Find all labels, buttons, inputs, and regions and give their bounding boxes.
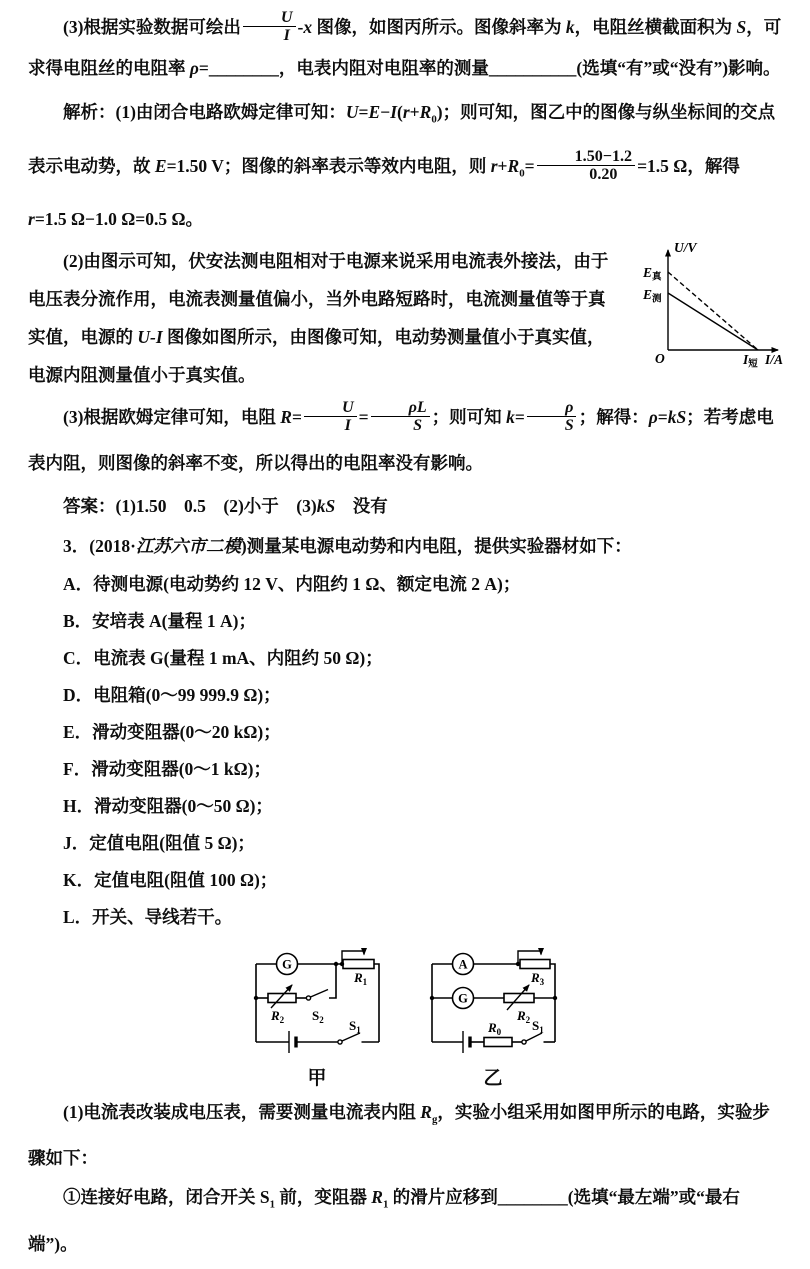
- graph-axes: [668, 250, 778, 350]
- y-axis-label: U/V: [674, 240, 697, 255]
- circuit-yi-caption: 乙: [483, 1068, 503, 1089]
- ui-graph-svg: [640, 236, 792, 368]
- svg-text:G: G: [458, 991, 468, 1006]
- equipment-item-d: D．电阻箱(0～99 999.9 Ω)；: [63, 685, 281, 705]
- analysis-part3-paragraph: (3)根据欧姆定律可知，电阻 R= $\frac{U}{I}$ = $\frac{\rho L}{S}$ ；则可知 k= $\frac{\rho}{S}$ ；解得：ρ=kS；若考虑电表内阻，则图像的斜率不变，所以得出的电阻率没有影响。: [28, 399, 774, 473]
- rheostat-r1-symbol: [334, 951, 374, 987]
- equipment-item-h: H．滑动变阻器(0～50 Ω)；: [63, 796, 273, 816]
- equipment-item-c: C．电流表 G(量程 1 mA、内阻约 50 Ω)；: [63, 648, 383, 668]
- equipment-item-f: F．滑动变阻器(0～1 kΩ)；: [63, 759, 271, 779]
- equipment-item-l: L．开关、导线若干。: [63, 907, 233, 927]
- e-measured-label: E测: [643, 287, 662, 305]
- resistor-r0-symbol: [484, 1020, 512, 1047]
- circuit-yi-figure: [418, 940, 568, 1091]
- e-true-label: E真: [643, 265, 662, 283]
- r0-label: $R_0$: [488, 1020, 502, 1037]
- analysis-part1-paragraph: 解析：(1)由闭合电路欧姆定律可知：$U=E-I(r+R_0)$；则可知，图乙中的图像与纵坐标间的交点表示电动势，故 E=1.50 V；图像的斜率表示等效内电阻，则 $r+R_0=$ $\frac{1.50-1.2}{0.20}$ =1.5 Ω，解得 r=1.5 Ω−1.0 Ω=0.5 Ω。: [28, 102, 776, 229]
- ui-graph-figure: [640, 236, 792, 373]
- r2-label: $R_2$: [271, 1008, 285, 1025]
- switch-s2-symbol: [306, 990, 328, 1026]
- svg-text:G: G: [282, 957, 292, 972]
- origin-label: O: [655, 351, 665, 366]
- r3-label: $R_3$: [531, 970, 545, 987]
- r1-label: $R_1$: [354, 970, 368, 987]
- circuit-figures-row: [28, 940, 782, 1091]
- analysis-part2-block: [28, 242, 782, 394]
- analysis-part2-paragraph: (2)由图示可知，伏安法测电阻相对于电源来说采用电流表外接法，由于电压表分流作用，电流表测量值偏小，当外电路短路时，电流测量值等于真实值，电源的 U-I 图像如图所示，由图像可知，电动势测量值小于真实值，电源内阻测量值小于真实值。: [28, 251, 609, 385]
- question3-header: 3．(2018·江苏六市二模)测量某电源电动势和内电阻，提供实验器材如下：: [63, 536, 632, 556]
- equipment-item-a: A．待测电源(电动势约 12 V、内阻约 1 Ω、额定电流 2 A)；: [63, 574, 521, 594]
- s1-label: $S_1$: [349, 1018, 361, 1035]
- battery-symbol: [463, 1031, 470, 1053]
- answer-paragraph: 答案：(1)1.50 0.5 (2)小于 (3)kS 没有: [63, 496, 388, 516]
- equipment-item-e: E．滑动变阻器(0～20 kΩ)；: [63, 722, 281, 742]
- x-axis-label: I/A: [765, 352, 784, 367]
- equipment-item-j: J．定值电阻(阻值 5 Ω)；: [63, 833, 255, 853]
- measured-emf-line-solid: [668, 293, 758, 350]
- rheostat-r3-symbol: [516, 951, 550, 987]
- galvanometer-symbol: [277, 954, 298, 975]
- equipment-item-k: K．定值电阻(阻值 100 Ω)；: [63, 870, 278, 890]
- circuit-yi-svg: [418, 940, 568, 1062]
- s1-label: $S_1$: [532, 1018, 544, 1035]
- circuit-jia-figure: [242, 940, 392, 1091]
- r2-label: $R_2$: [517, 1008, 531, 1025]
- true-emf-line-dashed: [668, 272, 758, 350]
- svg-text:A: A: [458, 957, 468, 972]
- variable-resistor-r2-symbol: [254, 985, 296, 1025]
- battery-symbol: [289, 1031, 296, 1053]
- equipment-item-b: B．安培表 A(量程 1 A)；: [63, 611, 256, 631]
- circuit-jia-caption: 甲: [307, 1068, 327, 1089]
- question3-step1-paragraph: ①连接好电路，闭合开关 $S_1$ 前，变阻器 $R_1$ 的滑片应移到________(选填“最左端”或“最右端”)。: [28, 1186, 740, 1254]
- question3-sub1-paragraph: (1)电流表改装成电压表，需要测量电流表内阻 $R_g$，实验小组采用如图甲所示的电路，实验步骤如下：: [28, 1102, 770, 1168]
- s2-label: $S_2$: [312, 1008, 324, 1025]
- question-part3-paragraph: (3)根据实验数据可绘出 $\frac{U}{I}$ -x 图像，如图丙所示。图像斜率为 k，电阻丝横截面积为 S，可求得电阻丝的电阻率 ρ=________，电表内阻对电阻率的测量__________(选填“有”或“没有”)影响。: [28, 9, 782, 78]
- i-short-label: I短: [743, 352, 758, 368]
- galvanometer-symbol: [453, 988, 474, 1009]
- switch-s1-symbol: [338, 1018, 361, 1044]
- ammeter-symbol: [453, 954, 474, 975]
- circuit-jia-svg: [242, 940, 392, 1062]
